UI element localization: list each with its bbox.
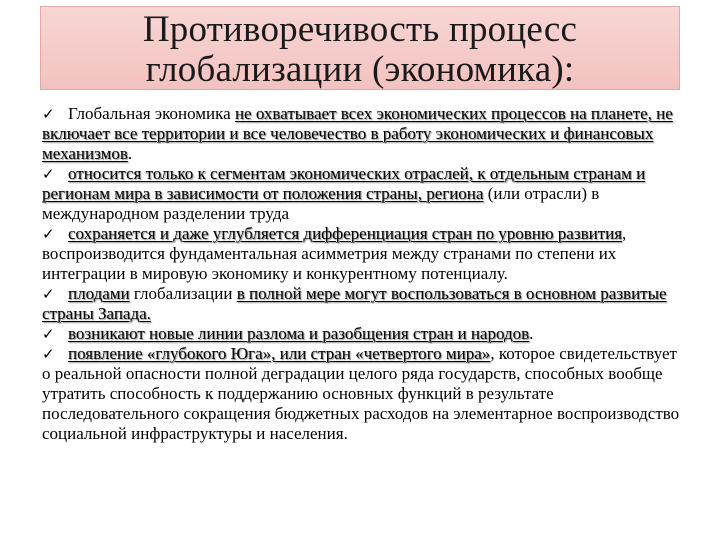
bullet-text: , воспроизводится фундаментальная асимметрия между странами по степени их интеграции в мировую экономику и конкурентному потенциалу. bbox=[42, 224, 627, 283]
list-item bbox=[42, 224, 682, 284]
bullet-list bbox=[42, 104, 682, 444]
bullet-emphasis: появление «глубокого Юга», или стран «четвертого мира» bbox=[68, 344, 491, 363]
check-icon: ✓ bbox=[42, 225, 55, 243]
list-item bbox=[42, 324, 682, 344]
page-title-line-1: Противоречивость процесс bbox=[142, 9, 578, 50]
list-item bbox=[42, 104, 682, 164]
bullet-text: . bbox=[127, 144, 133, 163]
list-item bbox=[42, 344, 682, 444]
bullet-emphasis: в полной мере могут воспользоваться в основном развитые страны Запада. bbox=[42, 284, 667, 323]
list-item bbox=[42, 164, 682, 224]
bullet-text: (или отрасли) в международном разделении труда bbox=[42, 184, 600, 223]
title-banner bbox=[40, 6, 680, 90]
bullet-emphasis: плодами bbox=[68, 284, 130, 303]
bullet-text: Глобальная экономика bbox=[68, 104, 235, 123]
list-item bbox=[42, 284, 682, 324]
bullet-emphasis: сохраняется и даже углубляется дифференциация стран по уровню развития bbox=[68, 224, 623, 243]
check-icon: ✓ bbox=[42, 325, 55, 343]
page-title-line-2: глобализации (экономика): bbox=[145, 49, 575, 90]
bullet-emphasis: возникают новые линии разлома и разобщения стран и народов bbox=[68, 324, 530, 343]
check-icon: ✓ bbox=[42, 165, 55, 183]
bullet-emphasis: не охватывает всех экономических процессов на планете, не включает все территории и все человечество в работу экономических и финансовых механизмов bbox=[42, 104, 673, 163]
bullet-text: . bbox=[529, 324, 534, 343]
check-icon: ✓ bbox=[42, 105, 55, 123]
check-icon: ✓ bbox=[42, 345, 55, 363]
bullet-text: , которое свидетельствует о реальной опасности полной деградации целого ряда государств, способных вообще утратить способность к поддержанию основных функций в результате последовательного сокращения бюджетных расходов на элементарное воспроизводство социальной инфраструктуры и населения. bbox=[42, 344, 680, 443]
bullet-emphasis: относится только к сегментам экономических отраслей, к отдельным странам и регионам мира в зависимости от положения страны, региона bbox=[42, 164, 646, 203]
check-icon: ✓ bbox=[42, 285, 55, 303]
bullet-text: глобализации bbox=[129, 284, 237, 303]
